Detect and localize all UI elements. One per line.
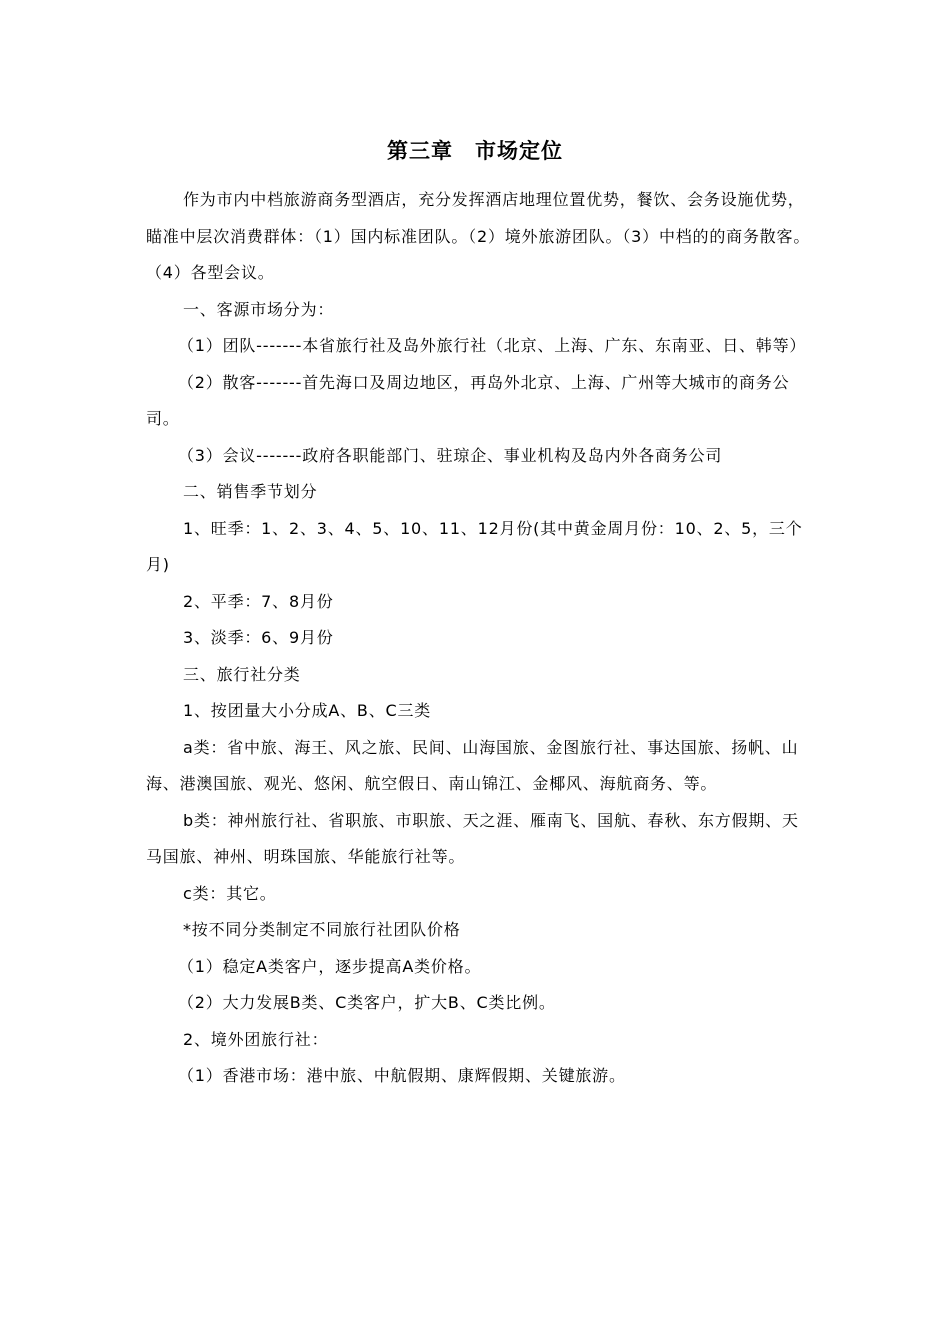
paragraph-develop-bc: （2）大力发展B类、C类客户，扩大B、C类比例。 [178,993,556,1012]
section-heading-source-market: 一、客源市场分为： [183,299,335,319]
section-heading-agency-classes: 三、旅行社分类 [183,664,301,684]
section-heading-seasons: 二、销售季节划分 [183,482,318,501]
paragraph-low-season: 3、淡季：6、9月份 [183,628,334,647]
paragraph-peak-season: 1、旺季：1、2、3、4、5、10、11、12月份(其中黄金周月份：10、2、5，三个月) [146,518,803,574]
chapter-title [0,136,950,166]
paragraph-meetings: （3）会议-------政府各职能部门、驻琼企、事业机构及岛内外各商务公司 [178,445,723,465]
paragraph-stabilize-a: （1）稳定A类客户，逐步提高A类价格。 [178,956,482,976]
paragraph-overseas-agencies: 2、境外团旅行社： [183,1029,329,1049]
intro-paragraph: 作为市内中档旅游商务型酒店，充分发挥酒店地理位置优势，餐饮、会务设施优势，瞄准中层次消费群体：（1）国内标准团队。（2）境外旅游团队。（3）中档的的商务散客。（4）各型会议。 [146,190,811,282]
document-body [146,182,814,1095]
chapter-number: 第三章 [387,138,453,163]
paragraph-pricing-note: *按不同分类制定不同旅行社团队价格 [183,920,461,939]
chapter-heading: 市场定位 [475,138,563,163]
paragraph-groups: （1）团队-------本省旅行社及岛外旅行社（北京、上海、广东、东南亚、日、韩等） [178,336,807,355]
paragraph-class-a: a类：省中旅、海王、风之旅、民间、山海国旅、金图旅行社、事达国旅、扬帆、山海、港澳国旅、观光、悠闲、航空假日、南山锦江、金椰风、海航商务、等。 [146,737,799,793]
paragraph-class-b: b类：神州旅行社、省职旅、市职旅、天之涯、雁南飞、国航、春秋、东方假期、天马国旅、神州、明珠国旅、华能旅行社等。 [146,810,799,866]
paragraph-abc-classes: 1、按团量大小分成A、B、C三类 [183,701,432,720]
paragraph-mid-season: 2、平季：7、8月份 [183,591,334,611]
paragraph-hong-kong-market: （1）香港市场：港中旅、中航假期、康辉假期、关键旅游。 [178,1066,626,1085]
paragraph-individuals: （2）散客-------首先海口及周边地区，再岛外北京、上海、广州等大城市的商务公司。 [146,372,790,428]
paragraph-class-c: c类：其它。 [183,883,277,903]
